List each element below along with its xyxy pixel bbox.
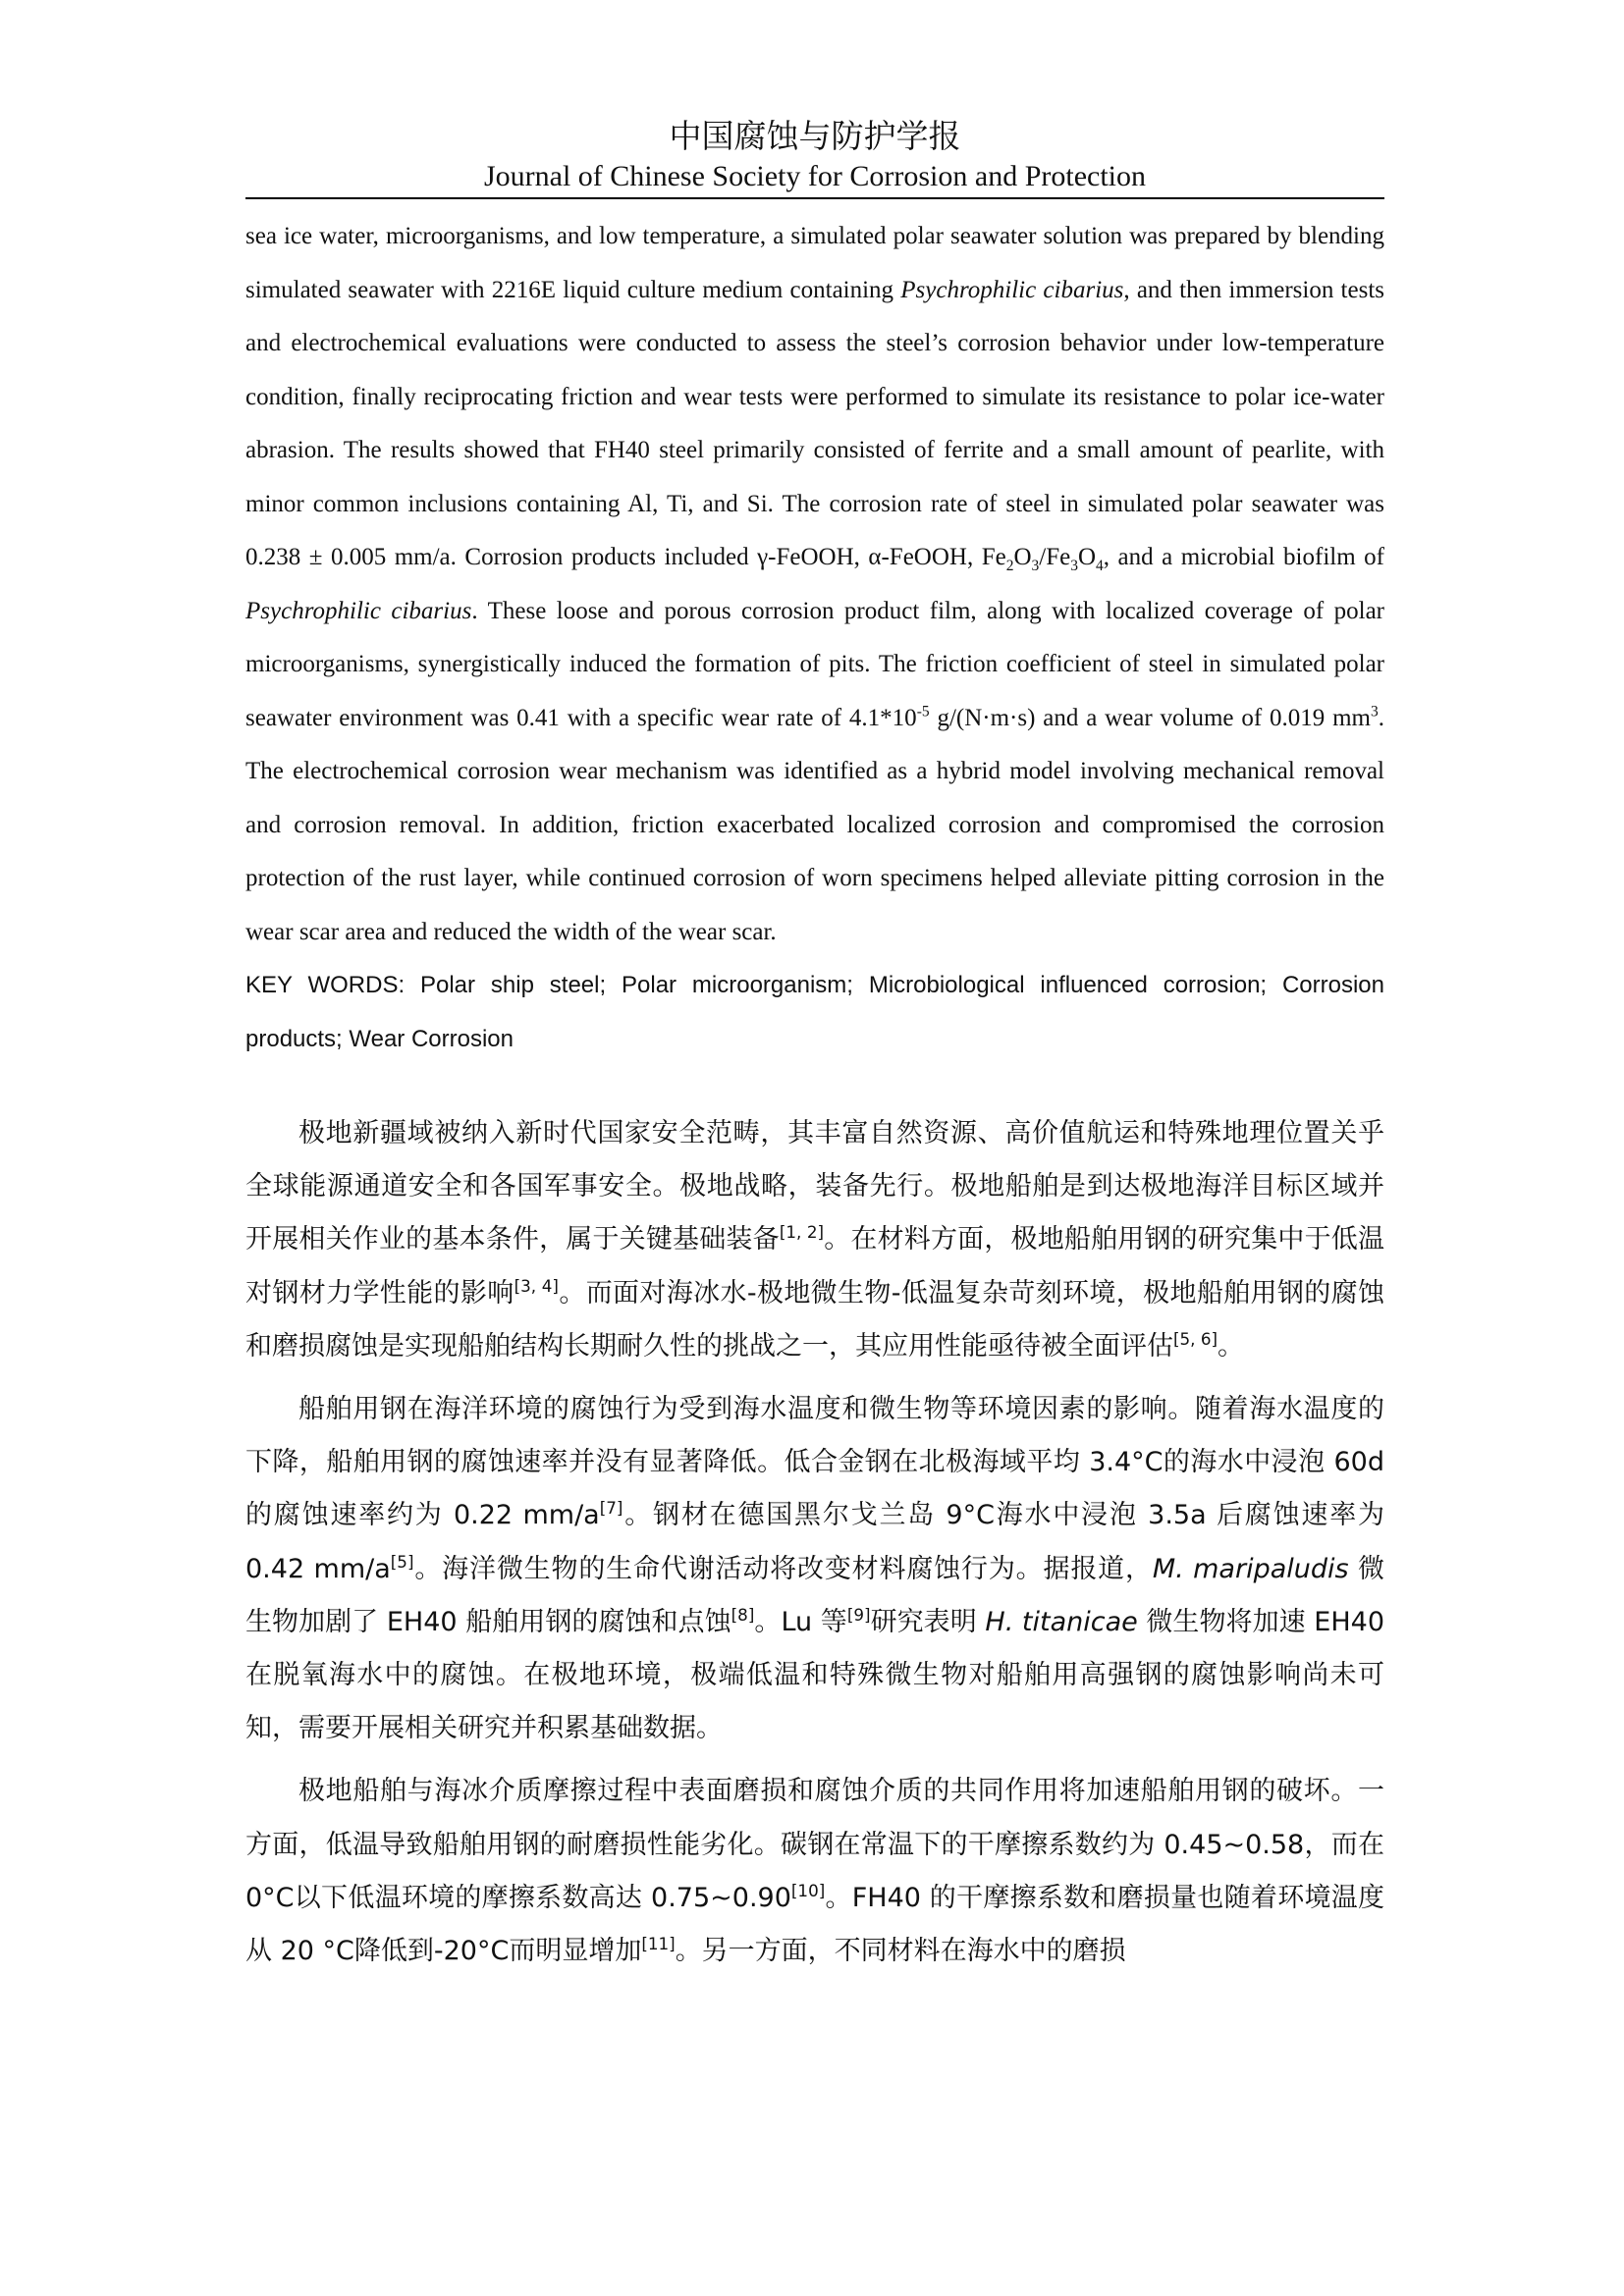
body-paragraph-3 [245,1765,1384,1978]
journal-title-zh: 中国腐蚀与防护学报 [669,117,961,155]
citation[interactable]: [11] [641,1934,676,1954]
citation[interactable]: [7] [599,1498,623,1519]
body-paragraph-2 [245,1383,1384,1755]
citation[interactable]: [10] [790,1880,826,1900]
subscript: 2 [1005,558,1014,574]
body-text-run: 。FH40 的干摩擦系数和磨损量也随着环境温度从 20 °C降低到-20°C而明显增加 [245,1882,1384,1967]
citation[interactable]: [5, 6] [1173,1328,1218,1349]
body-text-run: 。而面对海冰水-极地微生物-低温复杂苛刻环境，极地船舶用钢的腐蚀和磨损腐蚀是实现船舶结构长期耐久性的挑战之一，其应用性能亟待被全面评估 [245,1277,1384,1362]
species-name: Psychrophilic cibarius [900,276,1124,303]
superscript: -5 [916,703,930,721]
abstract-text: , and a microbial biofilm of [1103,544,1384,570]
citation[interactable]: [8] [731,1604,755,1625]
citation[interactable]: [1, 2] [779,1222,824,1243]
abstract-text: g/(N·m·s) and a wear volume of 0.019 mm [929,704,1371,731]
abstract-text: sea ice water, microorganisms, and low temperature, a simulated polar seawater solution was prepared by blending simulated seawater with 2216E liquid culture medium containing [245,223,1384,303]
abstract-text: . The electrochemical corrosion wear mechanism was identified as a hybrid model involving mechanical removal and corrosion removal. In addition, friction exacerbated localized corrosion and compromised the corrosion protection of the rust layer, while continued corrosion of worn specimens helped alleviate pitting corrosion in the wear scar area and reduced the width of the wear scar. [245,704,1384,945]
formula-part: /Fe [1039,544,1071,570]
citation[interactable]: [5] [390,1551,414,1572]
formula-part: O [1077,544,1097,570]
body-text-run: 船舶用钢在海洋环境的腐蚀行为受到海水温度和微生物等环境因素的影响。随着海水温度的下降，船舶用钢的腐蚀速率并没有显著降低。低合金钢在北极海域平均 3.4°C的海水中浸泡 60d 的腐蚀速率约为 0.22 mm/a [245,1394,1384,1531]
abstract-paragraph [245,210,1384,959]
body-text-run: 极地船舶与海冰介质摩擦过程中表面磨损和腐蚀介质的共同作用将加速船舶用钢的破坏。一方面，低温导致船舶用钢的耐磨损性能劣化。碳钢在常温下的干摩擦系数约为 0.45~0.58，而在 0°C以下低温环境的摩擦系数高达 0.75~0.90 [245,1776,1384,1913]
subscript: 3 [1070,558,1078,574]
species-name: M. maripaludis [1152,1553,1349,1584]
abstract-en [245,210,1384,1066]
abstract-text: . These loose and porous corrosion product film, along with localized coverage of polar microorganisms, synergistically induced the formation of pits. The friction coefficient of steel in simulated polar seawater environment was 0.41 with a specific wear rate of 4.1*10 [245,597,1385,731]
subscript: 4 [1096,558,1104,574]
abstract-text: , and then immersion tests and electrochemical evaluations were conducted to assess the steel’s corrosion behavior under low-temperature condition, finally reciprocating friction and wear tests were performed to simulate its resistance to polar ice-water abrasion. The results showed that FH40 steel primarily consisted of ferrite and a small amount of pearlite, with minor common inclusions containing Al, Ti, and Si. The corrosion rate of steel in simulated polar seawater was 0.238 ± 0.005 mm/a. Corrosion products included γ-FeOOH, α-FeOOH, Fe [245,276,1384,570]
formula-part: O [1013,544,1032,570]
header-rule [245,197,1384,199]
body-text [245,1107,1384,1988]
species-name: Psychrophilic cibarius [245,597,472,624]
superscript: 3 [1371,703,1379,721]
body-text-run: 。海洋微生物的生命代谢活动将改变材料腐蚀行为。据报道， [413,1553,1153,1584]
body-text-run: 研究表明 [870,1606,986,1637]
body-text-run: 。 [1218,1330,1244,1362]
keywords: KEY WORDS: Polar ship steel; Polar microorganism; Microbiological influenced corrosion; Corrosion products; Wear Corrosion [245,972,1384,1052]
body-text-run: 微生物将加速 EH40 在脱氧海水中的腐蚀。在极地环境，极端低温和特殊微生物对船舶用高强钢的腐蚀影响尚未可知，需要开展相关研究并积累基础数据。 [245,1606,1385,1744]
subscript: 3 [1031,558,1040,574]
body-text-run: 。另一方面，不同材料在海水中的磨损 [675,1936,1126,1967]
citation[interactable]: [9] [846,1604,871,1625]
species-name: H. titanicae [985,1606,1138,1637]
journal-header [245,116,1384,196]
body-paragraph-1 [245,1107,1384,1373]
body-text-run: 。钢材在德国黑尔戈兰岛 9°C海水中浸泡 3.5a 后腐蚀速率为 0.42 mm/a [245,1500,1385,1584]
body-text-run: 极地新疆域被纳入新时代国家安全范畴，其丰富自然资源、高价值航运和特殊地理位置关乎全球能源通道安全和各国军事安全。极地战略，装备先行。极地船舶是到达极地海洋目标区域并开展相关作业的基本条件，属于关键基础装备 [245,1118,1384,1255]
citation[interactable]: [3, 4] [514,1275,559,1296]
journal-title-en: Journal of Chinese Society for Corrosion and Protection [483,160,1147,192]
body-text-run: 。在材料方面，极地船舶用钢的研究集中于低温对钢材力学性能的影响 [245,1224,1384,1308]
body-text-run: 微生物加剧了 EH40 船舶用钢的腐蚀和点蚀 [245,1553,1384,1637]
body-text-run: 。Lu 等 [754,1606,847,1637]
